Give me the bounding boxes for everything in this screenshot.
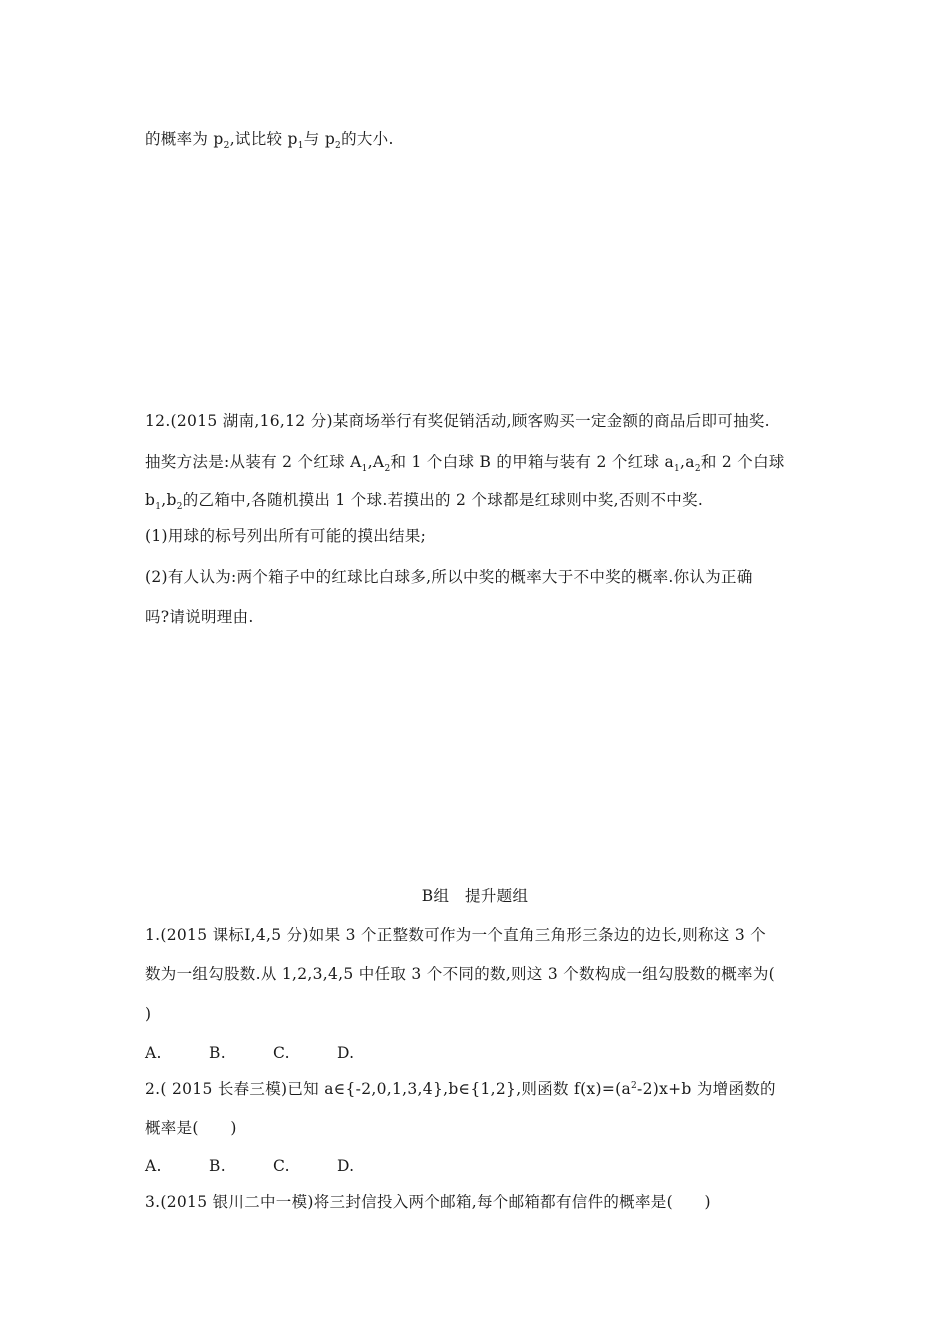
option-d: D. — [337, 1044, 355, 1062]
text-fragment: 和 1 个白球 B 的甲箱与装有 2 个红球 a — [390, 453, 675, 471]
b2-options — [145, 1155, 401, 1177]
option-c: C. — [273, 1157, 290, 1175]
subscript: 2 — [384, 464, 391, 475]
subscript: 1 — [674, 464, 681, 475]
text-fragment: 与 p — [303, 130, 336, 148]
text-fragment: 和 2 个白球 — [700, 453, 785, 471]
option-b: B. — [209, 1157, 226, 1175]
text-line-top — [145, 128, 394, 150]
text-fragment: ,b — [161, 491, 177, 509]
b2-line-1 — [145, 1078, 776, 1100]
subscript: 1 — [155, 502, 162, 513]
text-fragment: ,试比较 p — [229, 130, 298, 148]
subscript: 2 — [694, 464, 701, 475]
text-fragment: ,A — [367, 453, 385, 471]
subscript: 1 — [361, 464, 368, 475]
text-fragment: 抽奖方法是:从装有 2 个红球 A — [145, 453, 362, 471]
text-fragment: ,a — [680, 453, 695, 471]
option-a: A. — [145, 1157, 162, 1175]
section-title: B组 提升题组 — [421, 887, 529, 905]
subscript: 2 — [335, 141, 342, 152]
subscript: 2 — [223, 141, 230, 152]
b2-line-2: 概率是( ) — [145, 1119, 237, 1137]
text-fragment: 的大小. — [341, 130, 394, 148]
q12-line-1: 12.(2015 湖南,16,12 分)某商场举行有奖促销活动,顾客购买一定金额的商品后即可抽奖. — [145, 412, 770, 430]
b1-line-1: 1.(2015 课标Ⅰ,4,5 分)如果 3 个正整数可作为一个直角三角形三条边的边长,则称这 3 个 — [145, 926, 767, 944]
q12-line-6: 吗?请说明理由. — [145, 608, 254, 626]
q12-line-4: (1)用球的标号列出所有可能的摸出结果; — [145, 527, 427, 545]
subscript: 2 — [176, 502, 183, 513]
q12-line-2 — [145, 451, 785, 473]
b1-line-3: ) — [145, 1005, 152, 1023]
q12-line-5: (2)有人认为:两个箱子中的红球比白球多,所以中奖的概率大于不中奖的概率.你认为正确 — [145, 568, 753, 586]
b1-options — [145, 1042, 401, 1064]
text-fragment: 的概率为 p — [145, 130, 224, 148]
b1-line-2: 数为一组勾股数.从 1,2,3,4,5 中任取 3 个不同的数,则这 3 个数构成一组勾股数的概率为( — [145, 965, 776, 983]
text-fragment: 的乙箱中,各随机摸出 1 个球.若摸出的 2 个球都是红球则中奖,否则不中奖. — [182, 491, 704, 509]
option-c: C. — [273, 1044, 290, 1062]
text-fragment: b — [145, 491, 156, 509]
subscript: 1 — [297, 141, 304, 152]
option-d: D. — [337, 1157, 355, 1175]
option-b: B. — [209, 1044, 226, 1062]
text-fragment: -2)x+b 为增函数的 — [637, 1080, 776, 1098]
q12-line-3 — [145, 489, 703, 511]
superscript: 2 — [631, 1080, 638, 1091]
b3-line-1: 3.(2015 银川二中一模)将三封信投入两个邮箱,每个邮箱都有信件的概率是( ) — [145, 1193, 711, 1211]
text-fragment: 2.( 2015 长春三模)已知 a∈{-2,0,1,3,4},b∈{1,2},则函数 f(x)=(a — [145, 1080, 631, 1098]
option-a: A. — [145, 1044, 162, 1062]
